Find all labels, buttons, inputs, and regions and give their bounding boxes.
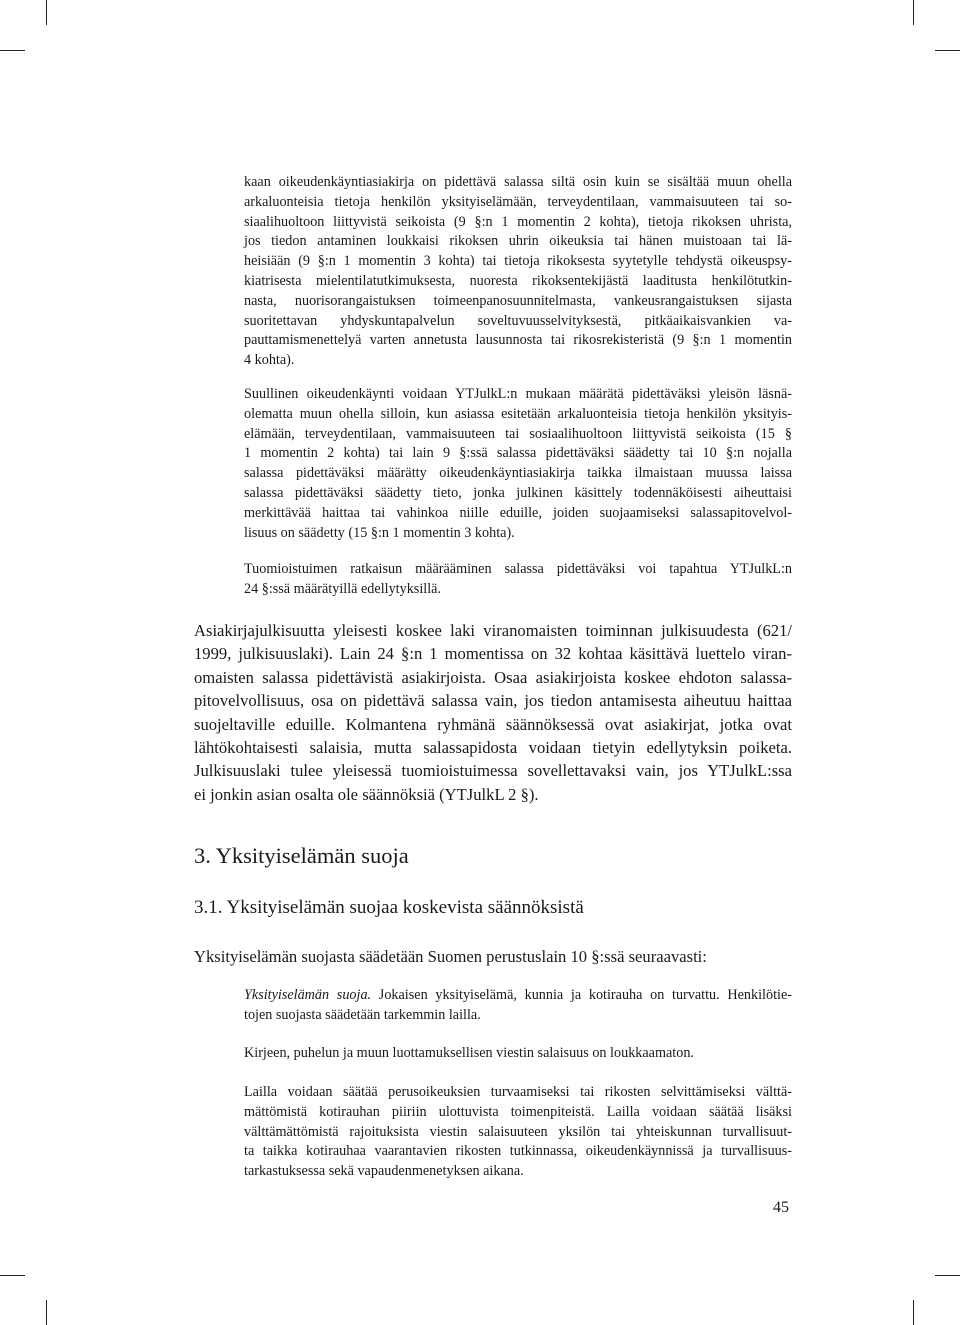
section-heading: 3. Yksityiselämän suoja bbox=[194, 843, 409, 868]
text-line: kiatrisesta mielentilatutkimuksesta, nuoresta rikoksentekijästä laaditusta henkilötutkin- bbox=[244, 272, 792, 289]
text-line: ta taikka kotirauhaa vaarantavien rikosten tutkinnassa, oikeudenkäynnissä ja turvallisuus- bbox=[244, 1143, 792, 1160]
text-line: mättömistä kotirauhan piiriin ulottuvista toimenpiteistä. Lailla voidaan säätää lisäksi bbox=[244, 1103, 792, 1120]
text-line: 1 momentin 2 kohta) tai lain 9 §:ssä salassa pidettäväksi säädetty tai 10 §:n nojalla bbox=[244, 445, 792, 462]
quote-title: Yksityiselämän suoja. bbox=[244, 987, 372, 1003]
paragraph-constitution-intro: Yksityiselämän suojasta säädetään Suomen perustuslain 10 §:ssä seuraavasti: bbox=[194, 947, 707, 966]
crop-mark bbox=[913, 0, 914, 25]
text-line: nasta, nuorisorangaistuksen toimeenpanosuunnitelmasta, vankeusrangaistuksen sijasta bbox=[244, 292, 792, 309]
text-line: suojeltaville eduille. Kolmantena ryhmänä säännöksessä ovat asiakirjat, jotka ovat bbox=[194, 714, 792, 734]
text-line: 4 kohta). bbox=[244, 352, 295, 369]
paragraph-court-decision-secrecy bbox=[244, 560, 792, 600]
text-line: jos tiedon antaminen loukkaisi rikoksen uhrin oikeuksia tai hänen muistoaan tai lä- bbox=[244, 233, 792, 250]
text-line: kaan oikeudenkäyntiasiakirja on pidettävä salassa siltä osin kuin se sisältää muun ohella bbox=[244, 174, 792, 190]
crop-mark bbox=[913, 1300, 914, 1325]
text-line: lisuus on säädetty (15 §:n 1 momentin 3 kohta). bbox=[244, 524, 515, 541]
text-line: Lailla voidaan säätää perusoikeuksien turvaamiseksi tai rikosten selvittämiseksi välttä- bbox=[244, 1084, 792, 1100]
quote-confidential-message: Kirjeen, puhelun ja muun luottamuksellisen viestin salaisuus on loukkaamaton. bbox=[244, 1045, 694, 1061]
text-line: heisiään (9 §:n 1 momentin 3 kohta) tai tietoja rikoksesta syytetylle tehdystä oikeuspsy- bbox=[244, 253, 792, 270]
text-line: suoritettavan yhdyskuntapalvelun soveltuvuusselvityksestä, pitkäaikaisvankien va- bbox=[244, 312, 792, 329]
text-line: Jokaisen yksityiselämä, kunnia ja kotirauha on turvattu. Henkilötie- bbox=[371, 987, 792, 1003]
text-line: Tuomioistuimen ratkaisun määrääminen salassa pidettäväksi voi tapahtua YTJulkL:n bbox=[244, 561, 792, 577]
text-line: 24 §:ssä määrätyillä edellytyksillä. bbox=[244, 580, 441, 597]
paragraph-court-document-secrecy bbox=[244, 173, 792, 371]
crop-mark bbox=[46, 1300, 47, 1325]
text-line: olematta muun ohella silloin, kun asiassa esitetään arkaluonteisia tietoja henkilön yksityis- bbox=[244, 405, 792, 422]
text-line: omaisten salassa pidettävistä asiakirjoista. Osaa asiakirjoista koskee ehdoton salassa- bbox=[194, 667, 792, 687]
crop-mark bbox=[0, 1275, 25, 1276]
quote-privacy-protection bbox=[244, 986, 792, 1026]
text-line: Julkisuuslaki tulee yleisessä tuomioistuimessa sovellettavaksi vain, jos YTJulkL:ssa bbox=[194, 761, 792, 781]
text-line: pauttamismenettelyä varten annetusta lausunnosta tai rikosrekisteristä (9 §:n 1 momentin bbox=[244, 332, 792, 349]
text-line: tarkastuksessa sekä vapaudenmenetyksen aikana. bbox=[244, 1163, 524, 1180]
text-line: arkaluonteisia tietoja henkilön yksityiselämään, terveydentilaan, vammaisuuteen tai so- bbox=[244, 193, 792, 210]
text-line: ei jonkin asian osalta ole säännöksiä (YTJulkL 2 §). bbox=[194, 784, 539, 804]
paragraph-oral-hearing bbox=[244, 385, 792, 543]
crop-mark bbox=[0, 50, 25, 51]
text-line: Asiakirjajulkisuutta yleisesti koskee laki viranomaisten toiminnan julkisuudesta (621/ bbox=[194, 621, 792, 640]
subsection-heading: 3.1. Yksityiselämän suojaa koskevista säännöksistä bbox=[194, 897, 584, 918]
text-line: siaalihuoltoon liittyvistä seikoista (9 §:n 1 momentin 2 kohta), tietoja rikoksen uhrista, bbox=[244, 213, 792, 230]
crop-mark bbox=[935, 1275, 960, 1276]
text-line: merkittävää haittaa tai vahinkoa niille eduille, joiden suojaamiseksi salassapitovelvol- bbox=[244, 504, 792, 521]
text-line: elämään, terveydentilaan, vammaisuuteen tai sosiaalihuoltoon liittyvistä seikoista (15 § bbox=[244, 425, 792, 442]
text-line: pitovelvollisuus, osa on pidettävä salassa vain, jos tiedon antamisesta aiheutuu haittaa bbox=[194, 691, 792, 711]
text-line: lähtökohtaisesti salaisia, mutta salassapidosta voidaan tietyin edellytyksin poiketa. bbox=[194, 738, 792, 758]
text-line: Suullinen oikeudenkäynti voidaan YTJulkL:n mukaan määrätä pidettäväksi yleisön läsnä- bbox=[244, 386, 792, 402]
text-line: välttämättömistä rajoituksista viestin salaisuuteen yksilön tai yhteiskunnan turvallisuut- bbox=[244, 1123, 792, 1140]
crop-mark bbox=[935, 50, 960, 51]
text-line: salassa pidettäväksi määrätty oikeudenkäyntiasiakirja taikka ilmaistaan muussa laissa bbox=[244, 465, 792, 482]
paragraph-document-publicity bbox=[194, 619, 792, 806]
text-line: tojen suojasta säädetään tarkemmin lailla. bbox=[244, 1006, 481, 1023]
crop-mark bbox=[46, 0, 47, 25]
text-line: salassa pidettäväksi säädetty tieto, jonka julkinen käsittely todennäköisesti aiheuttaisi bbox=[244, 484, 792, 501]
text-line: 1999, julkisuuslaki). Lain 24 §:n 1 momentissa on 32 kohtaa käsittävä luettelo viran- bbox=[194, 644, 792, 664]
quote-restrictions bbox=[244, 1083, 792, 1182]
page-number: 45 bbox=[773, 1199, 789, 1216]
